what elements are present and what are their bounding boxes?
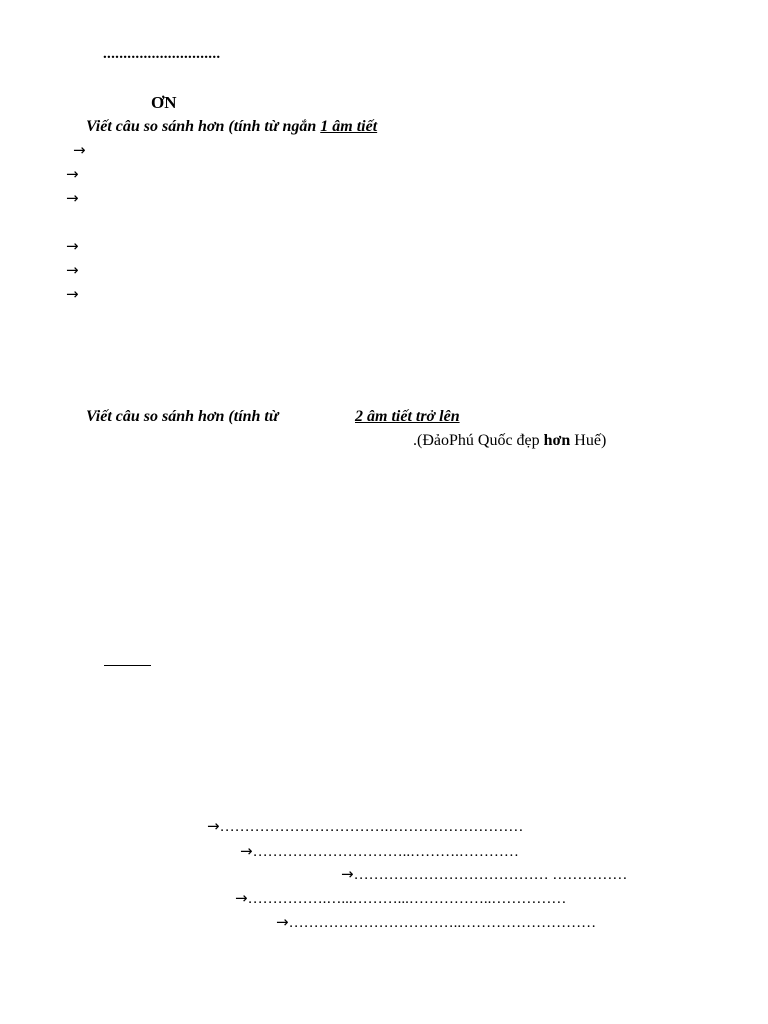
instruction-text: Viết câu so sánh hơn (tính từ ngắn [86,118,321,135]
example-text-bold: hơn [543,432,571,449]
answer-dots: ……………………………..……………………… [288,915,597,931]
arrow-right-icon: → [66,165,79,183]
answer-line [240,844,519,860]
example-text-close: Huế) [570,432,607,449]
arrow-right-icon: → [66,261,79,279]
answer-dots: …………………………..……….………… [252,844,519,860]
instruction-short-adjective [86,119,377,135]
answer-line [276,915,596,931]
example-text-open: .(ĐảoPhú Quốc đẹp [413,432,544,449]
answer-line [207,819,523,835]
answer-dots: …………………………….……………………… [219,819,524,835]
answer-dots: …………….…...………...……………..…………… [247,891,567,907]
section-heading: ƠN [151,93,177,112]
instruction-underlined-long: 2 âm tiết trở lên [355,408,460,425]
instruction-underlined: 1 âm tiết [320,118,378,135]
arrow-right-icon: → [276,913,289,931]
answer-dots: ………………………………… …………… [353,867,628,883]
arrow-right-icon: → [73,141,86,159]
arrow-right-icon: → [235,889,248,907]
arrow-right-icon: → [341,865,354,883]
answer-line [235,891,566,907]
arrow-right-icon: → [66,237,79,255]
short-blank-underline [104,665,151,666]
answer-line [341,867,627,883]
arrow-right-icon: → [66,189,79,207]
top-blank-line: ............................. [103,46,221,62]
instruction-long-adjective: Viết câu so sánh hơn (tính từ [86,408,279,425]
example-sentence [413,433,606,449]
arrow-right-icon: → [240,842,253,860]
arrow-right-icon: → [207,817,220,835]
arrow-right-icon: → [66,285,79,303]
